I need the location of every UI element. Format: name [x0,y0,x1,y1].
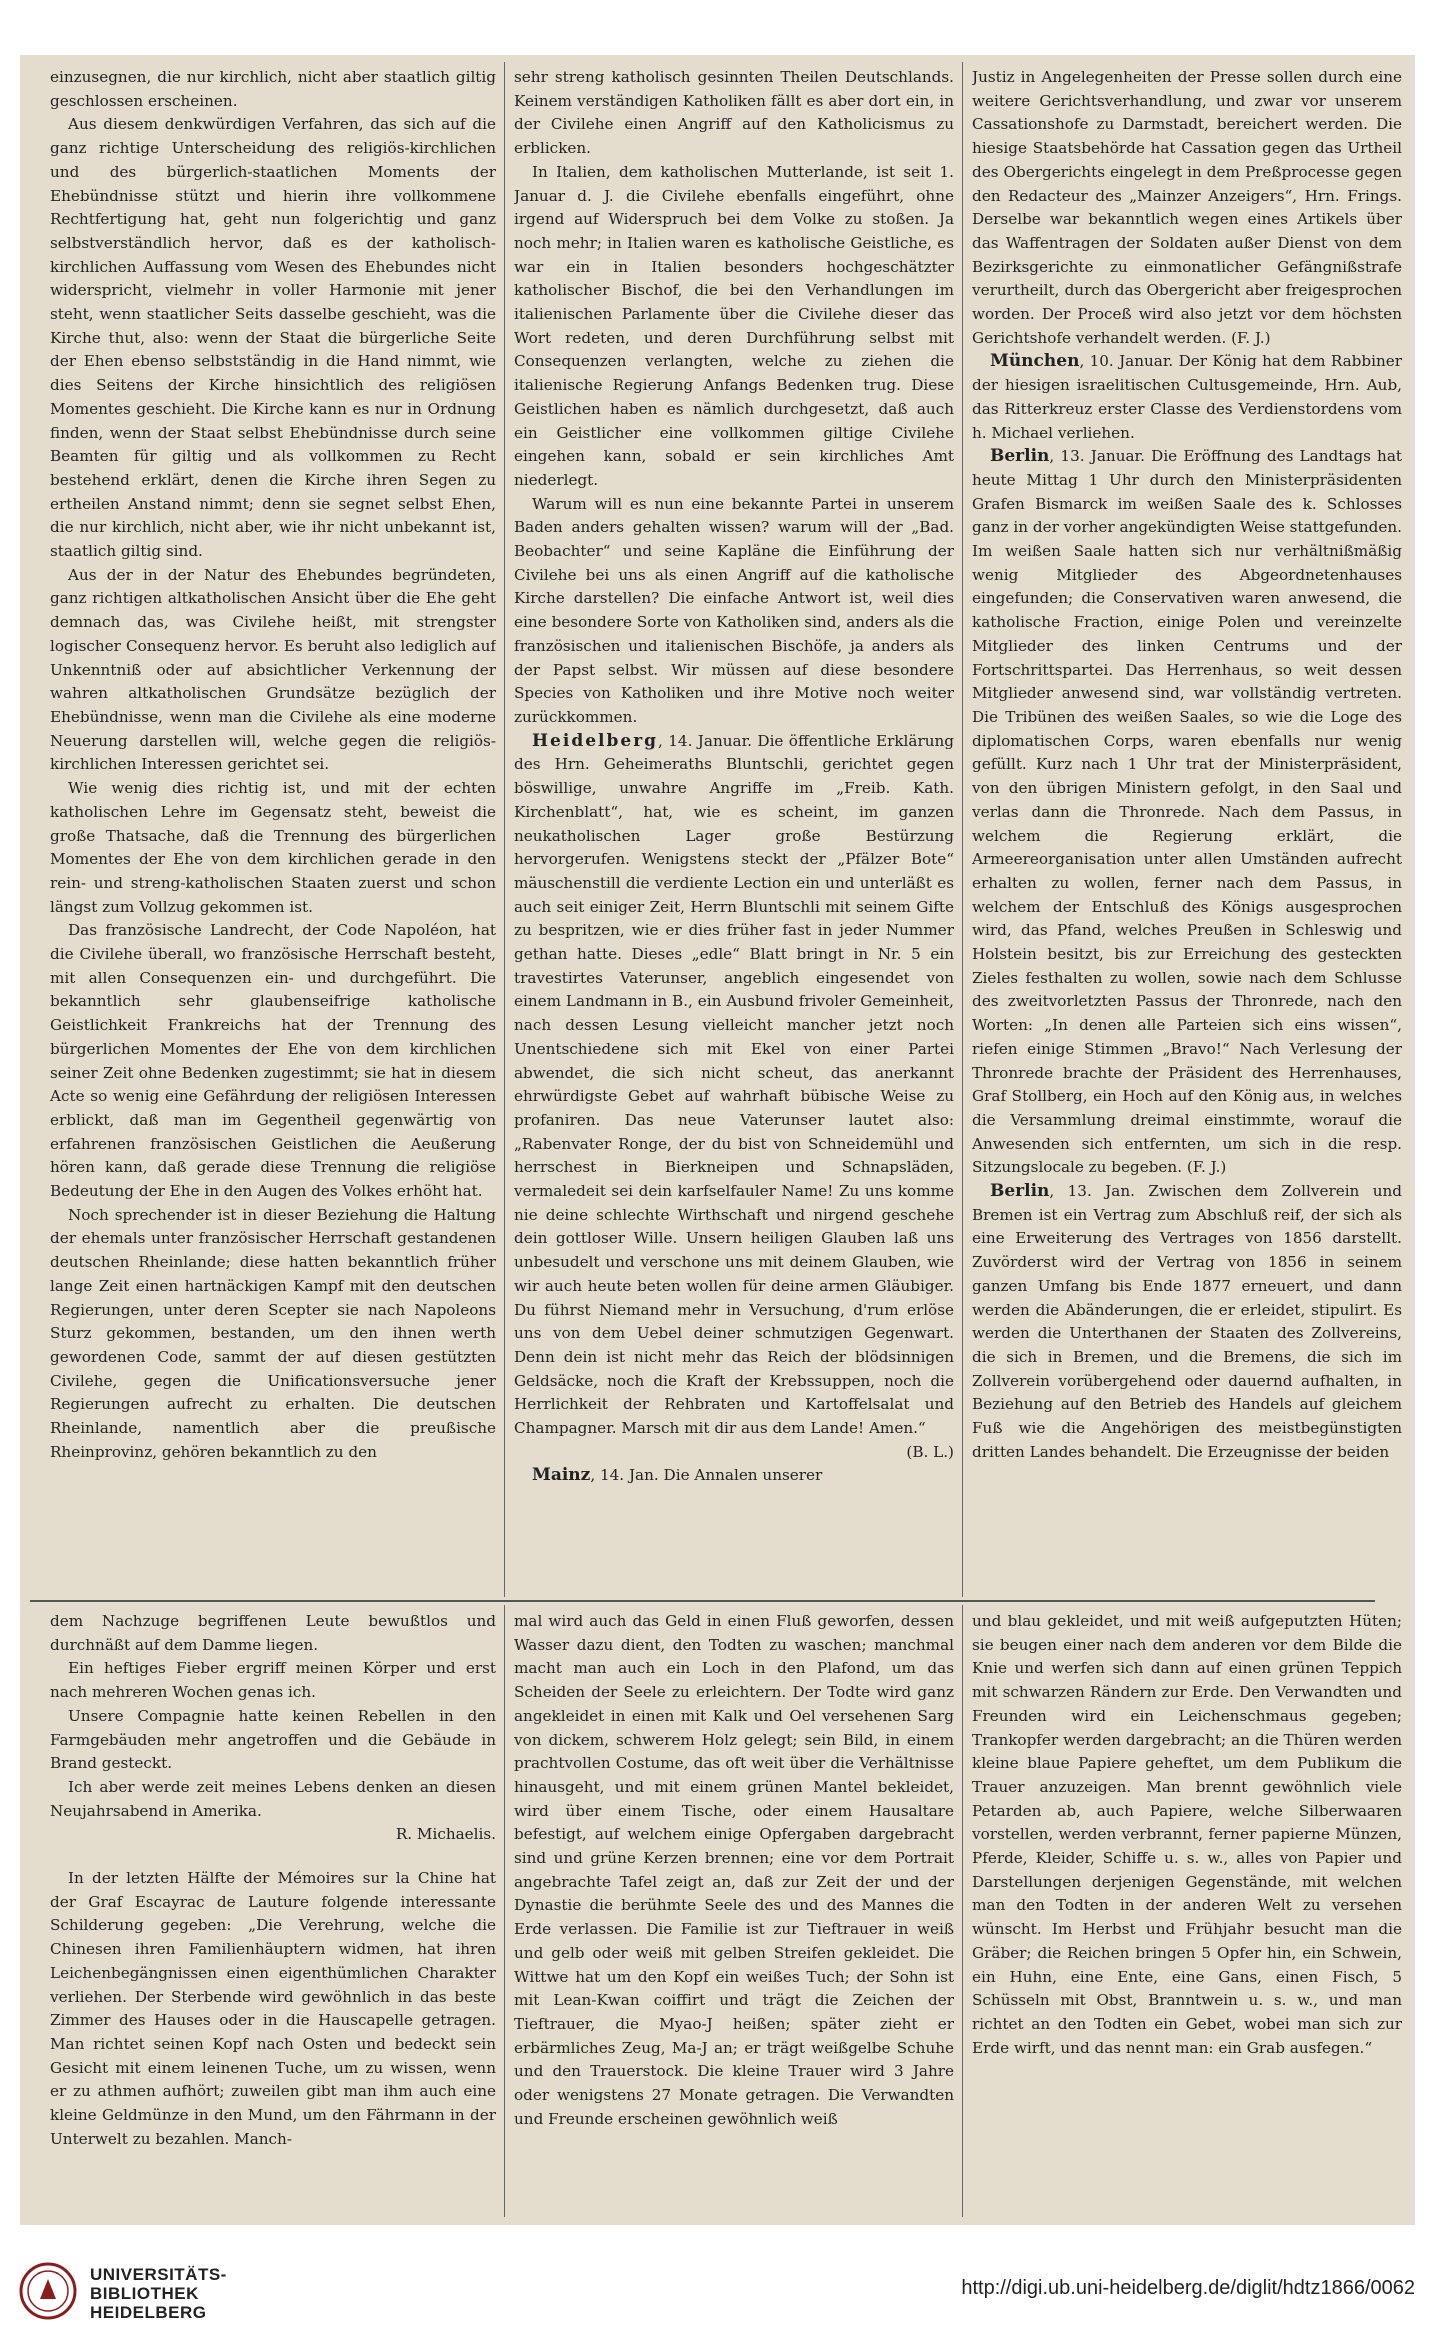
dateline-date: , 13. Jan. [1049,1182,1135,1201]
paragraph: Ein heftiges Fieber ergriff meinen Körper und erst nach mehreren Wochen genas ich. [50,1659,496,1702]
column-rule [962,1605,963,2217]
library-name [90,2265,227,2322]
dateline-place: Berlin [990,446,1050,467]
feuilleton-rule [30,1600,1375,1602]
library-name-line: HEIDELBERG [90,2303,207,2322]
article-column-1 [50,66,496,1591]
paragraph: In der letzten Hälfte der Mémoires sur la Chine hat der Graf Escayrac de Lauture folgende interessante Schilderung gegeben: „Die Verehrung, welche die Chinesen ihren Familienhäuptern widmen, hat ihren Leichenbegängnissen einen eigenthümlichen Charakter verliehen. Der Sterbende wird gewöhnlich in das beste Zimmer des Hauses oder in die Hauscapelle getragen. Man richtet seinen Kopf nach Osten und bedeckt sein Gesicht mit einem leinenen Tuche, um zu wissen, wenn er zu athmen aufhört; zuweilen gibt man ihm auch eine kleine Geldmünze in den Mund, um den Fährmann in der Unterwelt zu bezahlen. Manch- [50,1869,496,2148]
dateline-date: , 14. Januar. [658,731,752,750]
news-item-muenchen [972,350,1402,445]
news-text: Die Annalen unserer [663,1466,823,1485]
paragraph: sehr streng katholisch gesinnten Theilen Deutschlands. Keinem verständigen Katholiken fällt es aber dort ein, in der Civilehe einen Angriff auf den Katholicismus zu erblicken. [514,68,954,158]
dateline-place: Berlin [990,1181,1050,1202]
feuilleton-column-1 [50,1610,496,2215]
dateline-date: , 10. Januar. [1079,352,1174,371]
paragraph: Warum will es nun eine bekannte Partei in unserem Baden anders gehalten wissen? warum will der „Bad. Beobachter“ und seine Kapläne die Einführung der Civilehe bei uns als einen Angriff auf die katholische Kirche darstellen? Die einfache Antwort ist, weil dies eine besondere Sorte von Katholiken sind, anders als die französischen und italienischen Bischöfe, ja anders als der Papst selbst. Wir müssen auf diese besondere Species von Katholiken und ihre Motive noch weiter zurückkommen. [514,494,954,726]
paragraph: Justiz in Angelegenheiten der Presse sollen durch eine weitere Gerichtsverhandlung, und zwar vor unserem Cassationshofe zu Darmstadt, bereichert werden. Die hiesige Staatsbehörde hat Cassation gegen das Urtheil des Obergerichts eingelegt in dem Preßprocesse gegen den Redacteur des „Mainzer Anzeigers“, Hrn. Frings. Derselbe war bekanntlich wegen eines Artikels über das Waffentragen der Soldaten außer Dienst von dem Bezirksgerichte zu einmonatlicher Gefängnißstrafe verurtheilt, durch das Obergericht aber freigesprochen worden. Der Proceß wird also jetzt vor dem höchsten Gerichtshofe verhandelt werden. (F. J.) [972,68,1402,347]
author-signature: R. Michaelis. [395,1825,496,1844]
news-item-mainz [514,1464,954,1488]
paragraph: Ich aber werde zeit meines Lebens denken an diesen Neujahrsabend in Amerika. [50,1777,496,1820]
paragraph: Aus diesem denkwürdigen Verfahren, das sich auf die ganz richtige Unterscheidung des religiös-kirchlichen und des bürgerlich-staatlichen Moments der Ehebündnisse stützt und hierin ihre vollkommene Rechtfertigung hat, geht nun folgerichtig und ganz selbstverständlich hervor, daß es der katholisch-kirchlichen Auffassung vom Wesen des Ehebundes nicht widerspricht, vielmehr in voller Harmonie mit jener steht, wenn staatlicher Seits dasselbe geschieht, was die Kirche thut, also: wenn der Staat die bürgerliche Seite der Ehen ebenso selbstständig in die Hand nimmt, wie dies Seitens der Kirche hinsichtlich des religiösen Momentes geschieht. Die Kirche kann es nur in Ordnung finden, wenn der Staat selbst Ehebündnisse durch seine Beamten für giltig und als vollkommen zu Recht bestehend erklärt, denen die Kirche ihren Segen zu ertheilen Anstand nimmt; denn sie segnet selbst Ehen, die nur kirchlich, nicht aber, wie ihr nicht unbekannt ist, staatlich giltig sind. [50,115,496,561]
paragraph: Noch sprechender ist in dieser Beziehung die Haltung der ehemals unter französischer Herrschaft gestandenen deutschen Rheinlande; diese hatten bekanntlich früher lange Zeit einen hartnäckigen Kampf mit den deutschen Regierungen, unter deren Scepter sie nach Napoleons Sturz gekommen, bestanden, um den ihnen werth gewordenen Code, sammt der auf diesen gestützten Civilehe, gegen die Unificationsversuche jener Regierungen aufrecht zu erhalten. Die deutschen Rheinlande, namentlich aber die preußische Rheinprovinz, gehören bekanntlich zu den [50,1205,496,1461]
news-text: Zwischen dem Zollverein und Bremen ist ein Vertrag zum Abschluß reif, der sich als eine Erweiterung des Vertrages von 1856 darstellt. Zuvörderst wird der Vertrag von 1856 in seinem ganzen Umfang bis Ende 1877 erneuert, und dann werden die Abänderungen, die er erleidet, stipulirt. Es werden die Unterthanen der Staaten des Zollvereins, die sich in Bremen, und die Bremens, die sich im Zollverein vorübergehend oder dauernd aufhalten, in Beziehung auf den Betrieb des Handels auf gleichem Fuß wie die Angehörigen des meistbegünstigten dritten Landes behandelt. Die Erzeugnisse der beiden [972,1182,1402,1461]
dateline-date: , 14. Jan. [590,1466,659,1485]
paragraph: mal wird auch das Geld in einen Fluß geworfen, dessen Wasser dazu dient, den Todten zu waschen; manchmal macht man auch ein Loch in den Plafond, um das Scheiden der Seele zu erleichtern. Der Todte wird ganz angekleidet in einen mit Kalk und Oel versehenen Sarg von dickem, schwerem Holz gelegt; sein Bild, in einem prachtvollen Costume, das oft weit über die Verhältnisse hinausgeht, und mit einem grünen Mantel bekleidet, wird über einem Tische, oder einem Hausaltare befestigt, auf welchem einige Opfergaben dargebracht sind und grüne Kerzen brennen; eine vor dem Portrait angebrachte Tafel zeigt an, daß zur Zeit der und der Dynastie die berühmte Seele des und des Mannes die Erde verlassen. Die Familie ist zur Tieftrauer in weiß und gelb oder weiß mit gelben Streifen gekleidet. Die Wittwe hat um den Kopf ein weißes Tuch; der Sohn ist mit Lean-Kwan coiffirt und trägt die Zeichen der Tieftrauer, die Myao-J heißen; später zieht er erbärmliches Zeug, Ma-J an; er trägt weißgelbe Schuhe und den Trauerstock. Die kleine Trauer wird 3 Jahre oder wenigstens 27 Monate getragen. Die Verwandten und Freunde erscheinen gewöhnlich weiß [514,1612,954,2128]
paragraph: Unsere Compagnie hatte keinen Rebellen in den Farmgebäuden mehr angetroffen und die Gebäude in Brand gesteckt. [50,1706,496,1773]
column-rule [504,62,505,1597]
article-column-3 [972,66,1402,1591]
source-signature: (B. L.) [906,1442,954,1461]
news-item-heidelberg [514,730,954,1441]
viewer-footer [0,2225,1435,2350]
permalink-url[interactable]: http://digi.ub.uni-heidelberg.de/diglit/hdtz1866/0062 [961,2277,1415,2299]
news-text: Die Eröffnung des Landtags hat heute Mittag 1 Uhr durch den Ministerpräsidenten Grafen Bismarck im weißen Saale des k. Schlosses ganz in der vorher angekündigten Weise stattgefunden. Im weißen Saale hatten sich nur verhältnißmäßig wenig Mitglieder des Abgeordnetenhauses eingefunden; die Conservativen waren anwesend, die katholische Fraction, einige Polen und vereinzelte Mitglieder des linken Centrums und der Fortschrittspartei. Das Herrenhaus, so weit dessen Mitglieder anwesend sind, war vollständig vertreten. Die Tribünen des weißen Saales, so wie die Loge des diplomatischen Corps, waren ebenfalls nur wenig gefüllt. Kurz nach 1 Uhr trat der Ministerpräsident, von den übrigen Ministern gefolgt, in den Saal und verlas dann die Thronrede. Nach dem Passus, in welchem die Regierung erklärt, die Armeereorganisation unter allen Umständen aufrecht erhalten zu wollen, ferner nach dem Passus, in welchem der Entschluß des Königs ausgesprochen wird, das Pfand, welches Preußen in Schleswig und Holstein besitzt, bis zur Erreichung des gesteckten Zieles festhalten zu wollen, sowie nach dem Schlusse des zweitvorletzten Passus der Thronrede, nach den Worten: „In denen alle Parteien sich eins wissen“, riefen einige Stimmen „Bravo!“ Nach Verlesung der Thronrede brachte der Präsident des Herrenhauses, Graf Stollberg, ein Hoch auf den König aus, in welches die Versammlung dreimal einstimmte, worauf die Anwesenden sich entfernten, um sich in die resp. Sitzungslocale zu begeben. [972,447,1402,1177]
news-item-berlin-2 [972,1180,1402,1464]
paragraph: einzusegnen, die nur kirchlich, nicht aber staatlich giltig geschlossen erscheinen. [50,68,496,110]
dateline-place: Heidelberg [532,730,659,751]
paragraph: In Italien, dem katholischen Mutterlande, ist seit 1. Januar d. J. die Civilehe ebenfalls eingeführt, ohne irgend auf Widerspruch bei dem Volke zu stoßen. Ja noch mehr; in Italien waren es katholische Geistliche, es war ein in Italien besonders hochgeschätzter katholischer Bischof, die bei den Verhandlungen im italienischen Parlamente über die Civilehe dieser das Wort redeten, und deren Durchführung selbst mit Consequenzen verlangten, welche zu ziehen die italienische Regierung Anfangs Bedenken trug. Diese Geistlichen haben es nämlich durchgesetzt, daß auch ein Geistlicher eine vollkommen giltige Civilehe eingehen kann, sobald er sein kirchliches Amt niederlegt. [514,162,954,489]
library-name-line: UNIVERSITÄTS- [90,2265,227,2284]
news-text: Der König hat dem Rabbiner der hiesigen israelitischen Cultusgemeinde, Hrn. Aub, das Ritterkreuz erster Classe des Verdienstordens vom h. Michael verliehen. [972,352,1402,442]
news-item-berlin [972,445,1402,1180]
article-column-2 [514,66,954,1591]
paragraph: Aus der in der Natur des Ehebundes begründeten, ganz richtigen altkatholischen Ansicht über die Ehe geht demnach das, was Civilehe heißt, mit strengster logischer Consequenz hervor. Es beruht also lediglich auf Unkenntniß oder auf absichtlicher Verkennung der wahren altkatholischen Grundsätze bezüglich der Ehebündnisse, wenn man die Civilehe als eine moderne Neuerung darstellen will, welche gegen die religiös-kirchlichen Interessen gerichtet sei. [50,565,496,774]
source-signature: (F. J.) [1186,1158,1227,1177]
column-rule [962,62,963,1597]
column-rule [504,1605,505,2217]
news-text: Die öffentliche Erklärung des Hrn. Geheimeraths Bluntschli, gerichtet gegen böswillige, unwahre Angriffe im „Freib. Kath. Kirchenblatt“, hat, wie es scheint, im ganzen neukatholischen Lager große Bestürzung hervorgerufen. Wenigstens steckt der „Pfälzer Bote“ mäuschenstill die verdiente Lection ein und unterläßt es auch seit einiger Zeit, Herrn Bluntschli mit seinem Gifte zu bespritzen, wie er dies früher fast in jeder Nummer gethan hatte. Dieses „edle“ Blatt bringt in Nr. 5 ein travestirtes Vaterunser, angeblich eingesendet von einem Landmann in B., ein Ausbund frivoler Gemeinheit, nach dessen Lesung vielleicht mancher jetzt noch Unentschiedene sich mit Ekel von einer Partei abwendet, die sich nicht scheut, das anerkannt ehrwürdigste Gebet auf wahrhaft bübische Weise zu profaniren. Das neue Vaterunser lautet also: „Rabenvater Ronge, der du bist von Schneidemühl und herrschest in Bierkneipen und Schnapsläden, vermaledeit sei dein karfselfauler Name! Zu uns komme nie deine schlechte Wirthschaft und nirgend geschehe dein gottloser Wille. Unsern heiligen Glauben laß uns unbesudelt und verschone uns mit deinem Glauben, wie wir auch heute beten wollen für deine armen Gläubiger. Du führst Niemand mehr in Versuchung, d'rum erlöse uns von dem Uebel deiner schmutzigen Gegenwart. Denn dein ist nicht mehr das Reich der blödsinnigen Geldsäcke, noch die Kraft der Krebssuppen, noch die Herrlichkeit der Rehbraten und Kartoffelsalat und Champagner. Marsch mit dir aus dem Lande! Amen.“ [514,731,954,1438]
feuilleton-column-3 [972,1610,1402,2215]
paragraph: und blau gekleidet, und mit weiß aufgeputzten Hüten; sie beugen einer nach dem anderen vor dem Bilde die Knie und werfen sich dann auf einen grünen Teppich mit schwarzen Rändern zur Erde. Den Verwandten und Freunden wird ein Leichenschmaus gegeben; Trankopfer werden dargebracht; an die Thüren werden kleine blaue Papiere geheftet, um dem Publikum die Trauer anzuzeigen. Man brennt gewöhnlich viele Petarden ab, auch Papiere, welche Silberwaaren vorstellen, werden verbrannt, ferner papierne Münzen, Pferde, Kleider, Schiffe u. s. w., alles von Papier und Darstellungen derjenigen Gegenstände, mit welchen man den Todten in der anderen Welt zu versehen wünscht. Im Herbst und Frühjahr besucht man die Gräber; die Reichen bringen 5 Opfer hin, ein Schwein, ein Huhn, eine Ente, eine Gans, einen Fisch, 5 Schüsseln mit Obst, Branntwein u. s. w., und man richtet an den Todten ein Gebet, wobei man sich zur Erde wirft, und das nennt man: ein Grab ausfegen.“ [972,1612,1402,2057]
dateline-place: Mainz [532,1465,591,1486]
feuilleton-column-2 [514,1610,954,2215]
paragraph: Das französische Landrecht, der Code Napoléon, hat die Civilehe überall, wo französische Herrschaft besteht, mit allen Consequenzen ein- und durchgeführt. Die bekanntlich sehr glaubenseifrige katholische Geistlichkeit Frankreichs hat der Trennung des bürgerlichen Momentes der Ehe von dem kirchlichen seiner Zeit ohne Bedenken zugestimmt; sie hat in diesem Acte so wenig eine Gefährdung der religiösen Interessen erblickt, daß man im Gegentheil gegenwärtig von erfahrenen französischen Geistlichen die Aeußerung hören kann, daß gerade diese Trennung die religiöse Bedeutung der Ehe in den Augen des Volkes erhöht hat. [50,921,496,1201]
paragraph: dem Nachzuge begriffenen Leute bewußtlos und durchnäßt auf dem Damme liegen. [50,1612,496,1654]
library-name-line: BIBLIOTHEK [90,2284,199,2303]
university-seal-icon [18,2261,78,2321]
paragraph: Wie wenig dies richtig ist, und mit der echten katholischen Lehre im Gegensatz steht, beweist die große Thatsache, daß die Trennung des bürgerlichen Momentes der Ehe von dem kirchlichen gerade in den rein- und streng-katholischen Staaten zuerst und schon längst zum Vollzug gekommen ist. [50,779,496,916]
dateline-date: , 13. Januar. [1049,447,1145,466]
dateline-place: München [990,351,1080,372]
